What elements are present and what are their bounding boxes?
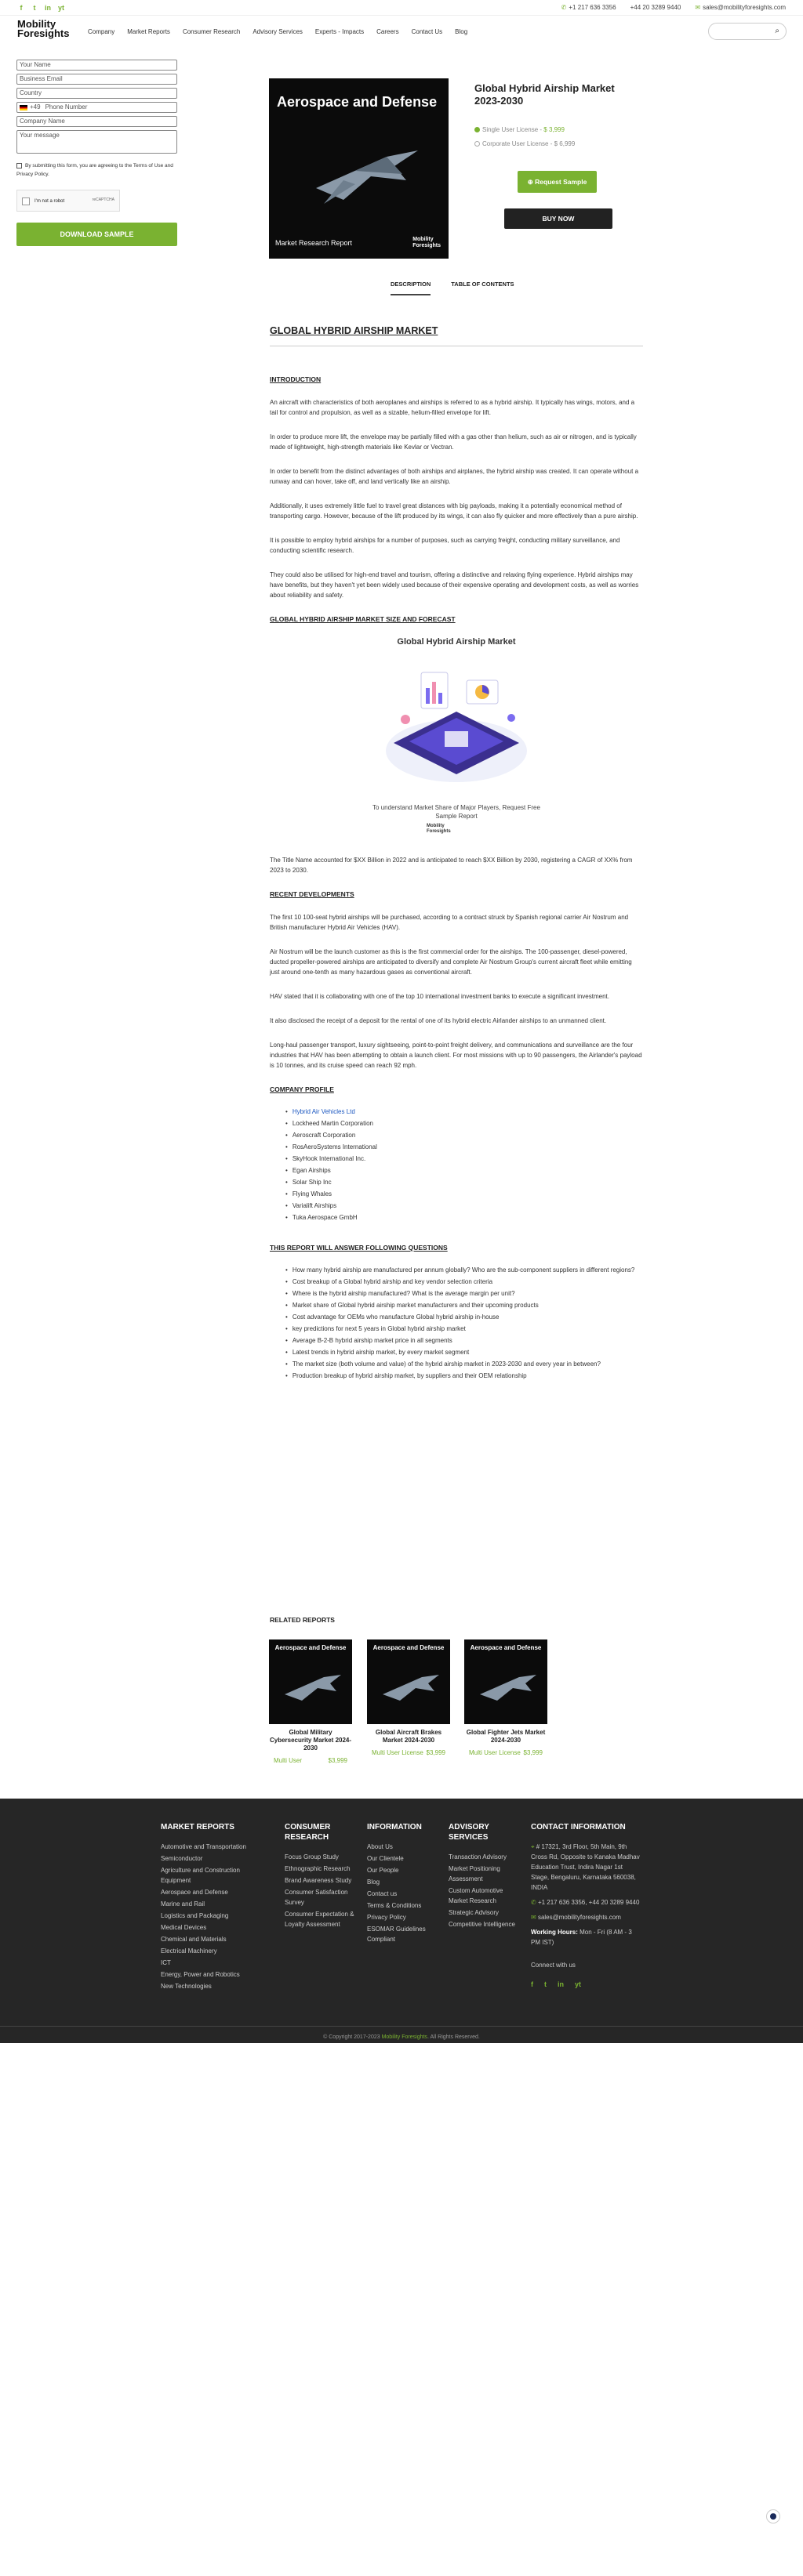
footer-link[interactable]: Semiconductor bbox=[161, 1855, 203, 1862]
footer-link[interactable]: Strategic Advisory bbox=[449, 1909, 500, 1916]
consent-row: By submitting this form, you are agreeing to the Terms of Use and Privacy Policy. bbox=[16, 163, 173, 177]
company-item: • Lockheed Martin Corporation bbox=[285, 1119, 643, 1129]
footer-link[interactable]: Market Positioning Assessment bbox=[449, 1865, 500, 1882]
nav-consumer-research[interactable]: Consumer Research bbox=[182, 28, 241, 35]
development-paragraph: HAV stated that it is collaborating with one of the top 10 international investment banks to execute a significant investment. bbox=[270, 993, 609, 1000]
nav-blog[interactable]: Blog bbox=[455, 28, 468, 35]
footer-link[interactable]: Competitive Intelligence bbox=[449, 1921, 515, 1928]
copyright-brand-link[interactable]: Mobility Foresights bbox=[381, 2034, 427, 2040]
recaptcha-logo: reCAPTCHA bbox=[92, 197, 114, 202]
footer-information: INFORMATION About Us Our Clientele Our People Blog Contact us Terms & Conditions Privacy Policy ESOMAR Guidelines Compliant bbox=[367, 1822, 434, 1946]
footer-link[interactable]: Medical Devices bbox=[161, 1924, 207, 1931]
related-report-card[interactable] bbox=[464, 1639, 547, 1756]
phone-us[interactable]: ✆ +1 217 636 3356 bbox=[561, 4, 616, 11]
download-sample-button[interactable]: DOWNLOAD SAMPLE bbox=[16, 223, 177, 246]
name-field[interactable]: Your Name bbox=[16, 60, 177, 71]
footer-link[interactable]: Transaction Advisory bbox=[449, 1853, 507, 1860]
related-report-card[interactable] bbox=[269, 1639, 352, 1764]
related-reports-heading: RELATED REPORTS bbox=[270, 1616, 335, 1624]
footer-link[interactable]: Terms & Conditions bbox=[367, 1902, 422, 1909]
footer-phones[interactable]: ✆ +1 217 636 3356, +44 20 3289 9440 bbox=[531, 1899, 640, 1906]
company-item: • Tuka Aerospace GmbH bbox=[285, 1213, 643, 1223]
nav-company[interactable]: Company bbox=[88, 28, 115, 35]
company-item: • Flying Whales bbox=[285, 1190, 643, 1199]
fighter-jet-image bbox=[269, 78, 449, 259]
report-tabs bbox=[391, 281, 514, 295]
consent-checkbox[interactable] bbox=[16, 163, 22, 168]
license-options bbox=[474, 123, 575, 151]
question-item: • key predictions for next 5 years in Global hybrid airship market bbox=[285, 1324, 643, 1334]
facebook-icon[interactable]: f bbox=[20, 4, 23, 12]
buy-now-button[interactable]: BUY NOW bbox=[504, 208, 612, 229]
footer-link[interactable]: Electrical Machinery bbox=[161, 1947, 217, 1955]
plus-icon: ⊕ bbox=[527, 178, 536, 186]
questions-heading: THIS REPORT WILL ANSWER FOLLOWING QUESTIONS bbox=[270, 1244, 448, 1252]
related-report-title[interactable]: Global Military Cybersecurity Market 2024-2030 bbox=[269, 1729, 352, 1752]
report-cover-image: Aerospace and Defense Market Research Report Mobility Foresights bbox=[269, 78, 449, 259]
email-link[interactable]: ✉ sales@mobilityforesights.com bbox=[695, 4, 786, 11]
top-social-links bbox=[17, 4, 65, 12]
nav-advisory-services[interactable]: Advisory Services bbox=[253, 28, 303, 35]
question-item: • Market share of Global hybrid airship market manufacturers and their upcoming products bbox=[285, 1301, 643, 1310]
question-item: • How many hybrid airship are manufactured per annum globally? Who are the sub-component suppliers in different regions? bbox=[285, 1266, 643, 1275]
article-title: GLOBAL HYBRID AIRSHIP MARKET bbox=[270, 326, 643, 346]
site-header bbox=[0, 16, 803, 49]
question-item: • Cost breakup of a Global hybrid airship and key vendor selection criteria bbox=[285, 1277, 643, 1287]
development-paragraph: It also disclosed the receipt of a deposit for the rental of one of its hybrid electric Airlander airships to an unmanned client. bbox=[270, 1017, 607, 1024]
infographic-brand: Mobility Foresights bbox=[427, 824, 451, 834]
related-report-price: Multi User License $3,999 bbox=[372, 1749, 445, 1756]
company-item: • Solar Ship Inc bbox=[285, 1178, 643, 1187]
company-item[interactable]: • Hybrid Air Vehicles Ltd bbox=[285, 1107, 643, 1117]
company-field[interactable]: Company Name bbox=[16, 116, 177, 127]
footer-link[interactable]: Brand Awareness Study bbox=[285, 1877, 352, 1884]
search-input[interactable] bbox=[708, 23, 787, 40]
single-license-radio[interactable] bbox=[474, 127, 480, 132]
nav-market-reports[interactable]: Market Reports bbox=[127, 28, 170, 35]
recent-developments-heading: RECENT DEVELOPMENTS bbox=[270, 890, 354, 898]
license-corporate[interactable]: Corporate User License - $ 6,999 bbox=[474, 137, 575, 151]
footer-link[interactable]: Contact us bbox=[367, 1890, 398, 1897]
development-paragraph: Air Nostrum will be the launch customer as this is the first commercial order for the airships. The 100-passenger, diesel-powered, ducted propeller-powered airships are anticipated to diversify and complete Air Nostrum Group's current aircraft fleet while emitting just around one-tenth as many hazardous gases as conventional aircraft. bbox=[270, 948, 632, 976]
report-description bbox=[270, 326, 643, 1401]
youtube-icon[interactable]: yt bbox=[575, 1980, 582, 1988]
germany-flag-icon[interactable] bbox=[20, 105, 27, 111]
related-report-price: Multi User $3,999 bbox=[274, 1757, 347, 1764]
related-report-image[interactable]: Aerospace and Defense bbox=[464, 1639, 547, 1724]
footer-link[interactable]: Focus Group Study bbox=[285, 1853, 339, 1860]
footer-link[interactable]: Ethnographic Research bbox=[285, 1865, 351, 1872]
market-size-paragraph: The Title Name accounted for $XX Billion in 2022 and is anticipated to reach $XX Billion by 2030, registering a CAGR of XX% from 2023 to 2030. bbox=[270, 857, 633, 874]
company-item: • Egan Airships bbox=[285, 1166, 643, 1176]
question-item: • Average B-2-B hybrid airship market price in all segments bbox=[285, 1336, 643, 1346]
product-title: Global Hybrid Airship Market 2023-2030 bbox=[474, 82, 615, 107]
phone-placeholder: Phone Number bbox=[45, 103, 88, 111]
related-report-image[interactable]: Aerospace and Defense bbox=[269, 1639, 352, 1724]
footer-advisory: ADVISORY SERVICES Transaction Advisory Market Positioning Assessment Custom Automotive Market Research Strategic Advisory Competitive Intelligence bbox=[449, 1823, 515, 1928]
footer-link[interactable]: Custom Automotive Market Research bbox=[449, 1887, 503, 1904]
footer-link[interactable]: Privacy Policy bbox=[367, 1914, 406, 1921]
mail-icon: ✉ bbox=[695, 4, 701, 11]
footer-link[interactable]: Energy, Power and Robotics bbox=[161, 1971, 240, 1978]
footer-address: ⌖ # 17321, 3rd Floor, 5th Main, 9th Cross Rd, Opposite to Kanaka Madhav Education Trust, Indira Nagar 1st Stage, Bengaluru, Karnataka 560038, INDIA bbox=[531, 1843, 640, 1891]
phone-field[interactable] bbox=[16, 102, 177, 113]
location-icon: ⌖ bbox=[531, 1843, 536, 1850]
company-item: • Aeroscraft Corporation bbox=[285, 1131, 643, 1140]
introduction-heading: INTRODUCTION bbox=[270, 375, 322, 383]
sample-request-form bbox=[16, 60, 177, 246]
footer-link[interactable]: Consumer Expectation & Loyalty Assessment bbox=[285, 1911, 354, 1928]
country-field[interactable]: Country bbox=[16, 88, 177, 99]
youtube-icon[interactable]: yt bbox=[57, 4, 64, 12]
footer-link[interactable]: ICT bbox=[161, 1959, 171, 1966]
related-report-card[interactable] bbox=[367, 1639, 450, 1756]
questions-list bbox=[285, 1266, 643, 1381]
captcha-checkbox[interactable] bbox=[22, 197, 30, 205]
market-size-heading: GLOBAL HYBRID AIRSHIP MARKET SIZE AND FORECAST bbox=[270, 615, 456, 623]
footer-link[interactable]: Automotive and Transportation bbox=[161, 1843, 246, 1850]
company-item: • SkyHook International Inc. bbox=[285, 1154, 643, 1164]
company-list bbox=[285, 1107, 643, 1223]
footer-link[interactable]: ESOMAR Guidelines Compliant bbox=[367, 1926, 426, 1943]
related-report-title[interactable]: Global Fighter Jets Market 2024-2030 bbox=[466, 1729, 546, 1744]
related-report-price: Multi User License $3,999 bbox=[469, 1749, 543, 1756]
corporate-license-radio[interactable] bbox=[474, 141, 480, 147]
intro-paragraph: In order to produce more lift, the envelope may be partially filled with a gas other than helium, such as air or nitrogen, and is typically made of lightweight, high-strength materials like Kevlar or Vectran. bbox=[270, 433, 637, 451]
twitter-icon[interactable]: t bbox=[544, 1980, 547, 1988]
footer-link[interactable]: About Us bbox=[367, 1843, 393, 1850]
intro-paragraph: An aircraft with characteristics of both aeroplanes and airships is referred to as a hybrid airship. It typically has wings, motors, and a tail for control and propulsion, as well as a sizable, helium-filled envelope for lift. bbox=[270, 399, 635, 416]
question-item: • The market size (both volume and value) of the hybrid airship market in 2023-2030 and every year in between? bbox=[285, 1360, 643, 1369]
company-item: • Varialift Airships bbox=[285, 1201, 643, 1211]
twitter-icon[interactable]: t bbox=[33, 4, 36, 12]
site-logo[interactable]: Mobility Foresights bbox=[17, 18, 70, 39]
question-item: • Where is the hybrid airship manufactured? What is the average margin per unit? bbox=[285, 1289, 643, 1299]
mail-icon: ✉ bbox=[531, 1914, 538, 1921]
nav-experts-impacts[interactable]: Experts - Impacts bbox=[314, 28, 365, 35]
main-nav bbox=[88, 28, 467, 35]
footer-link[interactable]: Our Clientele bbox=[367, 1855, 404, 1862]
market-infographic bbox=[270, 637, 643, 835]
footer-link[interactable]: Marine and Rail bbox=[161, 1900, 205, 1908]
analytics-illustration bbox=[374, 657, 539, 794]
company-item: • RosAeroSystems International bbox=[285, 1143, 643, 1152]
question-item: • Cost advantage for OEMs who manufacture Global hybrid airship in-house bbox=[285, 1313, 643, 1322]
phone-icon: ✆ bbox=[561, 4, 567, 11]
email-field[interactable]: Business Email bbox=[16, 74, 177, 85]
footer-link[interactable]: Consumer Satisfaction Survey bbox=[285, 1889, 348, 1906]
nav-careers[interactable]: Careers bbox=[376, 28, 399, 35]
intro-paragraph: It is possible to employ hybrid airships for a number of purposes, such as carrying freight, conducting military surveillance, and conducting scientific research. bbox=[270, 537, 620, 554]
linkedin-icon[interactable]: in bbox=[45, 4, 51, 12]
footer-link[interactable]: Aerospace and Defense bbox=[161, 1889, 228, 1896]
footer-email[interactable]: ✉ sales@mobilityforesights.com bbox=[531, 1914, 621, 1921]
intro-paragraph: In order to benefit from the distinct advantages of both airships and airplanes, the hybrid airship was created. It can operate without a runway and can hover, take off, and land vertically like an airship. bbox=[270, 468, 639, 485]
footer-market-reports: MARKET REPORTS Automotive and Transportation Semiconductor Agriculture and Construction Equipment Aerospace and Defense Marine and Rail Logistics and Packaging Medical Devices Chemical and Materials Electrical Machinery ICT Energy, Power and Robotics New Technologies bbox=[161, 1822, 271, 1993]
cover-brand: Mobility Foresights bbox=[412, 237, 441, 248]
request-sample-button[interactable]: ⊕ Request Sample bbox=[518, 171, 597, 193]
message-field[interactable]: Your message bbox=[16, 130, 177, 154]
nav-contact-us[interactable]: Contact Us bbox=[411, 28, 443, 35]
development-paragraph: The first 10 100-seat hybrid airships will be purchased, according to a contract struck by Spanish regional carrier Air Nostrum and British manufacturer Hybrid Air Vehicles (HAV). bbox=[270, 914, 629, 931]
footer-social bbox=[531, 1980, 641, 1990]
footer-connect: Connect with us bbox=[531, 1962, 576, 1969]
infographic-title: Global Hybrid Airship Market bbox=[397, 637, 516, 647]
top-bar bbox=[0, 0, 803, 16]
infographic-caption[interactable]: To understand Market Share of Major Players, Request Free Sample Report bbox=[372, 804, 540, 820]
tab-description[interactable]: DESCRIPTION bbox=[391, 281, 431, 295]
footer-contact: CONTACT INFORMATION ⌖ # 17321, 3rd Floor, 5th Main, 9th Cross Rd, Opposite to Kanaka Madhav Education Trust, Indira Nagar 1st Stage, Bengaluru, Karnataka 560038, INDIA ✆ +1 217 636 3356, +44 20 3289 9440 ✉ sales@mobilityforesights.com Working Hours: Mon - Fri (8 AM - 3 PM IST) Connect with us f t in yt bbox=[531, 1823, 640, 1988]
related-report-image[interactable]: Aerospace and Defense bbox=[367, 1639, 450, 1724]
top-contacts bbox=[561, 4, 786, 11]
copyright: © Copyright 2017-2023 Mobility Foresights. All Rights Reserved. bbox=[0, 2026, 803, 2040]
development-paragraph: Long-haul passenger transport, luxury sightseeing, point-to-point freight delivery, and communications and surveillance are the four industries that HAV has been attempting to obtain a launch client. For most missions with up to 90 passengers, the Airlander's payload is 10 tonnes, and its cruise speed can reach 92 mph. bbox=[270, 1042, 642, 1069]
related-report-title[interactable]: Global Aircraft Brakes Market 2024-2030 bbox=[375, 1729, 442, 1744]
footer-link[interactable]: Blog bbox=[367, 1879, 380, 1886]
search-icon[interactable]: ⌕ bbox=[775, 27, 779, 35]
footer-link[interactable]: Logistics and Packaging bbox=[161, 1912, 229, 1919]
footer-link[interactable]: Agriculture and Construction Equipment bbox=[161, 1867, 240, 1884]
phone-icon: ✆ bbox=[531, 1899, 538, 1906]
linkedin-icon[interactable]: in bbox=[558, 1980, 564, 1988]
tab-table-of-contents[interactable]: TABLE OF CONTENTS bbox=[451, 281, 514, 288]
recaptcha: I'm not a robot reCAPTCHA bbox=[16, 190, 120, 212]
footer-hours: Working Hours: Mon - Fri (8 AM - 3 PM IST) bbox=[531, 1929, 632, 1946]
footer-link[interactable]: New Technologies bbox=[161, 1983, 212, 1990]
facebook-icon[interactable]: f bbox=[531, 1980, 533, 1988]
license-single[interactable]: Single User License - $ 3,999 bbox=[474, 123, 575, 137]
intro-paragraph: Additionally, it uses extremely little fuel to travel great distances with big payloads, making it a potentially economical method of transporting cargo. However, because of the lift produced by its wings, it can also fly quicker and more effectively than a pure airship. bbox=[270, 502, 638, 520]
site-footer bbox=[0, 1799, 803, 2043]
footer-link[interactable]: Our People bbox=[367, 1867, 399, 1874]
phone-code: +49 bbox=[30, 103, 41, 111]
footer-link[interactable]: Chemical and Materials bbox=[161, 1936, 227, 1943]
company-profile-heading: COMPANY PROFILE bbox=[270, 1085, 334, 1093]
phone-uk[interactable]: +44 20 3289 9440 bbox=[630, 4, 681, 11]
chat-widget-icon[interactable] bbox=[766, 2509, 780, 2523]
question-item: • Latest trends in hybrid airship market, by every market segment bbox=[285, 1348, 643, 1357]
question-item: • Production breakup of hybrid airship market, by suppliers and their OEM relationship bbox=[285, 1371, 643, 1381]
footer-consumer-research: CONSUMER RESEARCH Focus Group Study Ethnographic Research Brand Awareness Study Consumer Satisfaction Survey Consumer Expectation & Loyalty Assessment bbox=[285, 1823, 354, 1928]
intro-paragraph: They could also be utilised for high-end travel and tourism, offering a distinctive and relaxing flying experience. Hybrid airships may have benefits, but they haven't yet been widely used because of their expensive operating and development costs, as well as worries about reliability and safety. bbox=[270, 571, 639, 599]
